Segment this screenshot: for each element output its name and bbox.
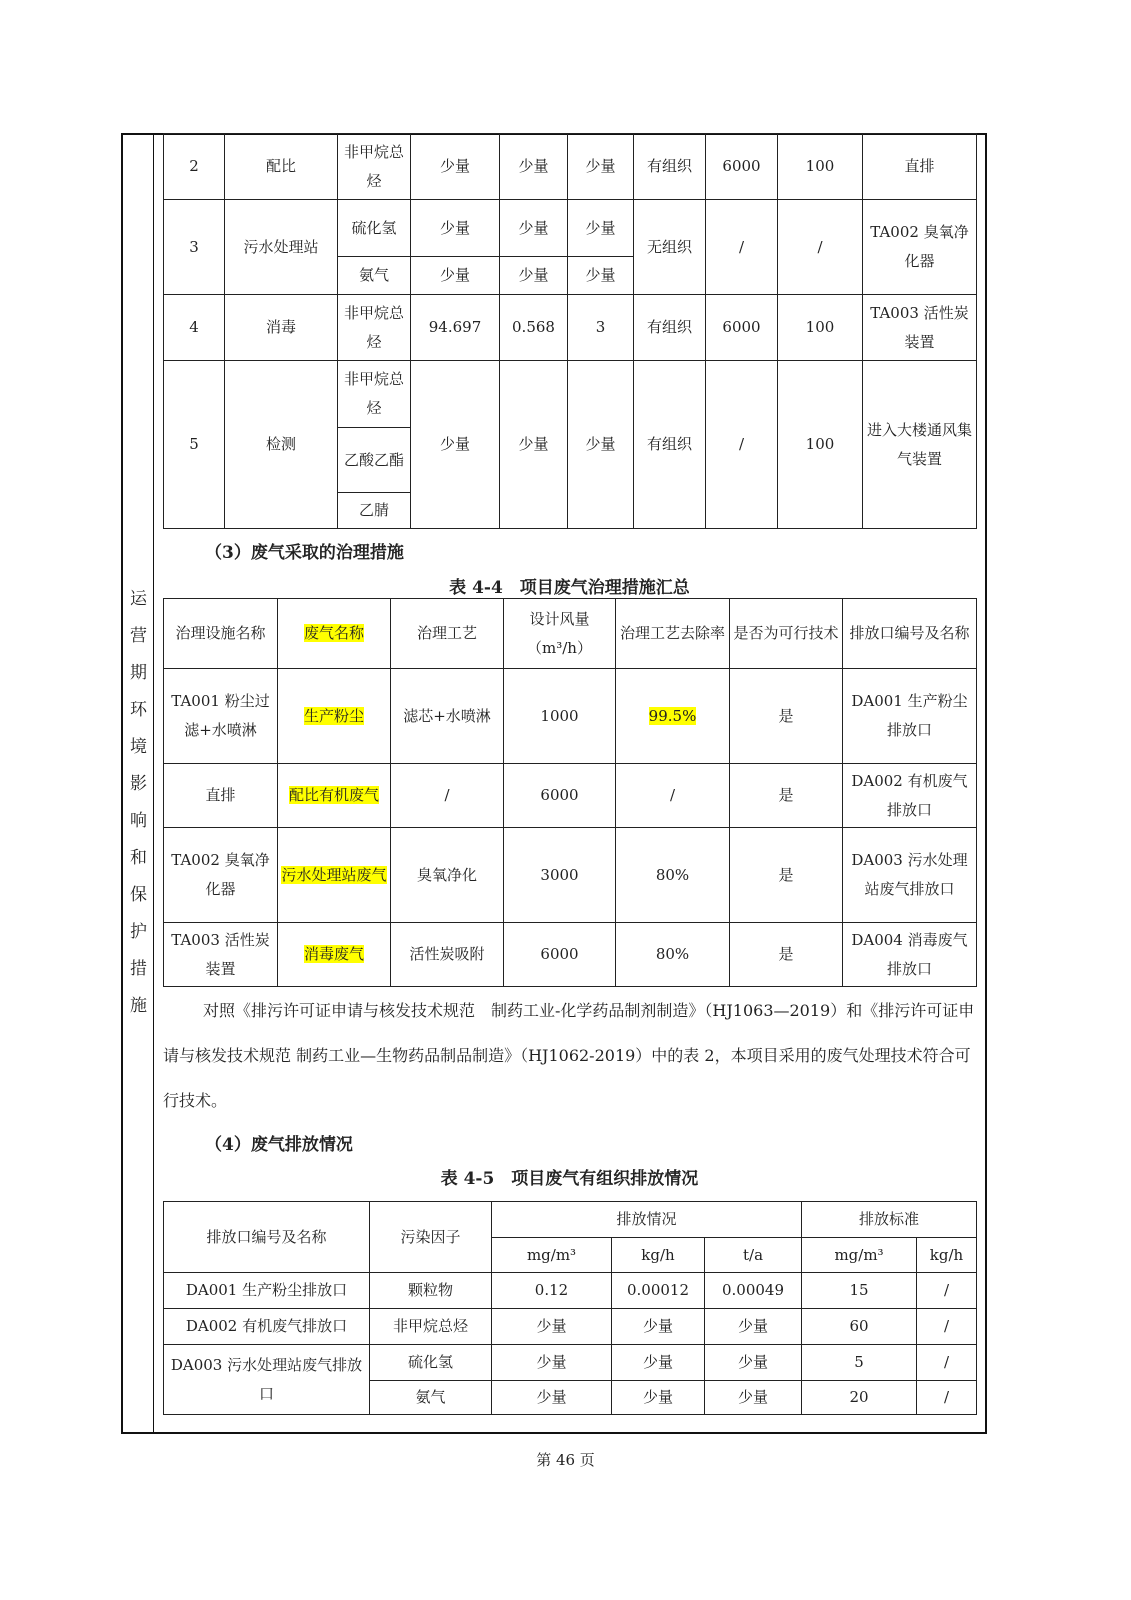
cell: 有组织 <box>634 361 706 529</box>
cell: 非甲烷总烃 <box>338 134 411 200</box>
emission-source-table <box>163 133 977 529</box>
cell: 5 <box>802 1345 917 1381</box>
section-heading-4: （4）废气排放情况 <box>205 1135 353 1155</box>
side-char: 期 <box>130 663 147 683</box>
header-cell: 排放标准 <box>802 1202 977 1238</box>
cell: 氨气 <box>370 1381 492 1415</box>
cell: 少量 <box>705 1345 802 1381</box>
cell: 少量 <box>568 361 634 529</box>
cell: 少量 <box>500 257 568 295</box>
table-caption-4-4: 表 4-4 项目废气治理措施汇总 <box>449 578 690 598</box>
cell: 3 <box>164 200 225 295</box>
cell: 100 <box>778 134 863 200</box>
cell: 配比 <box>225 134 338 200</box>
cell: 硫化氢 <box>370 1345 492 1381</box>
cell: 少量 <box>492 1381 612 1415</box>
cell: 2 <box>164 134 225 200</box>
cell: TA002 臭氧净化器 <box>164 828 278 923</box>
cell: 无组织 <box>634 200 706 295</box>
cell: 94.697 <box>411 295 500 361</box>
table-row <box>164 295 977 361</box>
cell: 有组织 <box>634 134 706 200</box>
paragraph-text: 对照《排污许可证申请与核发技术规范 制药工业-化学药品制剂制造》（HJ1063—2019）和《排污许可证申请与核发技术规范 制药工业—生物药品制品制造》（HJ1062-2019）中的表 2，本项目采用的废气处理技术符合可行技术。 <box>163 1001 975 1110</box>
cell: DA001 生产粉尘排放口 <box>843 669 977 764</box>
highlighted-text: 生产粉尘 <box>303 706 364 725</box>
cell: 100 <box>778 295 863 361</box>
section-heading-3: （3）废气采取的治理措施 <box>205 543 404 563</box>
highlighted-text: 废气名称 <box>303 624 364 642</box>
cell: 80% <box>616 923 730 987</box>
cell: 乙腈 <box>338 493 411 529</box>
emission-table <box>163 1201 977 1415</box>
cell: / <box>917 1345 977 1381</box>
cell: 氨气 <box>338 257 411 295</box>
cell: 15 <box>802 1273 917 1309</box>
header-cell: 设计风量（m³/h） <box>504 599 616 669</box>
cell: 进入大楼通风集气装置 <box>863 361 977 529</box>
cell: 检测 <box>225 361 338 529</box>
cell: DA001 生产粉尘排放口 <box>164 1273 370 1309</box>
cell <box>278 764 391 828</box>
cell: 20 <box>802 1381 917 1415</box>
cell: TA003 活性炭装置 <box>164 923 278 987</box>
header-cell: mg/m³ <box>802 1238 917 1273</box>
cell: 3 <box>568 295 634 361</box>
cell: 少量 <box>568 257 634 295</box>
side-char: 环 <box>130 700 147 720</box>
cell: 非甲烷总烃 <box>338 295 411 361</box>
side-char: 护 <box>130 922 147 942</box>
side-column <box>123 135 154 1432</box>
cell: 有组织 <box>634 295 706 361</box>
cell: 少量 <box>492 1345 612 1381</box>
cell: 臭氧净化 <box>391 828 504 923</box>
header-cell <box>278 599 391 669</box>
header-cell: t/a <box>705 1238 802 1273</box>
cell: 0.00012 <box>612 1273 705 1309</box>
cell: 滤芯+水喷淋 <box>391 669 504 764</box>
cell: 6000 <box>706 295 778 361</box>
header-cell: 治理设施名称 <box>164 599 278 669</box>
cell: 60 <box>802 1309 917 1345</box>
header-cell: 排放口编号及名称 <box>164 1202 370 1273</box>
cell: 0.12 <box>492 1273 612 1309</box>
cell: 0.568 <box>500 295 568 361</box>
highlighted-text: 99.5% <box>648 706 697 725</box>
cell: 0.00049 <box>705 1273 802 1309</box>
side-label <box>123 581 154 1025</box>
cell: TA001 粉尘过滤+水喷淋 <box>164 669 278 764</box>
cell: 少量 <box>411 200 500 257</box>
header-cell: 污染因子 <box>370 1202 492 1273</box>
cell: 直排 <box>863 134 977 200</box>
side-char: 保 <box>130 885 147 905</box>
table-row <box>164 200 977 257</box>
cell: 少量 <box>500 134 568 200</box>
header-cell: 治理工艺 <box>391 599 504 669</box>
cell: 少量 <box>411 361 500 529</box>
cell: / <box>917 1309 977 1345</box>
cell: 少量 <box>411 257 500 295</box>
treatment-measures-table <box>163 598 977 987</box>
side-char: 响 <box>130 811 147 831</box>
cell: 少量 <box>568 200 634 257</box>
cell: 颗粒物 <box>370 1273 492 1309</box>
cell: 80% <box>616 828 730 923</box>
cell: 100 <box>778 361 863 529</box>
cell: 3000 <box>504 828 616 923</box>
cell: 是 <box>730 923 843 987</box>
table-row <box>164 1273 977 1309</box>
highlighted-text: 消毒废气 <box>303 945 364 963</box>
cell: DA002 有机废气排放口 <box>843 764 977 828</box>
table-row <box>164 764 977 828</box>
cell: / <box>391 764 504 828</box>
cell: 是 <box>730 764 843 828</box>
header-cell: 排放情况 <box>492 1202 802 1238</box>
cell: 污水处理站 <box>225 200 338 295</box>
cell: TA002 臭氧净化器 <box>863 200 977 295</box>
header-cell: 治理工艺去除率 <box>616 599 730 669</box>
cell: / <box>706 361 778 529</box>
table-row <box>164 669 977 764</box>
side-char: 和 <box>130 848 147 868</box>
cell: 非甲烷总烃 <box>338 361 411 428</box>
side-char: 措 <box>130 959 147 979</box>
cell: TA003 活性炭装置 <box>863 295 977 361</box>
page-number: 第 46 页 <box>536 1451 595 1469</box>
cell: DA003 污水处理站废气排放口 <box>843 828 977 923</box>
cell <box>278 828 391 923</box>
side-char: 运 <box>130 589 147 609</box>
side-char: 影 <box>130 774 147 794</box>
table-row <box>164 828 977 923</box>
highlighted-text: 污水处理站废气 <box>281 865 387 884</box>
cell: 直排 <box>164 764 278 828</box>
header-cell: 排放口编号及名称 <box>843 599 977 669</box>
cell: 4 <box>164 295 225 361</box>
cell: 1000 <box>504 669 616 764</box>
header-cell: 是否为可行技术 <box>730 599 843 669</box>
table-header-row <box>164 1202 977 1238</box>
cell: 少量 <box>411 134 500 200</box>
cell: 少量 <box>705 1309 802 1345</box>
header-cell: kg/h <box>917 1238 977 1273</box>
side-char: 境 <box>130 737 147 757</box>
cell <box>278 669 391 764</box>
cell: 少量 <box>705 1381 802 1415</box>
table-row <box>164 1309 977 1345</box>
cell: 消毒 <box>225 295 338 361</box>
table-row <box>164 1345 977 1381</box>
table-header-row <box>164 599 977 669</box>
table-row <box>164 361 977 428</box>
cell: 是 <box>730 669 843 764</box>
cell: / <box>778 200 863 295</box>
cell: 非甲烷总烃 <box>370 1309 492 1345</box>
cell: 活性炭吸附 <box>391 923 504 987</box>
table-caption-4-5: 表 4-5 项目废气有组织排放情况 <box>440 1169 699 1189</box>
header-cell: kg/h <box>612 1238 705 1273</box>
cell: 少量 <box>612 1381 705 1415</box>
cell <box>278 923 391 987</box>
cell: / <box>917 1273 977 1309</box>
cell: 6000 <box>504 764 616 828</box>
cell: 5 <box>164 361 225 529</box>
cell: 6000 <box>504 923 616 987</box>
cell: 少量 <box>612 1309 705 1345</box>
cell: 少量 <box>612 1345 705 1381</box>
cell: DA002 有机废气排放口 <box>164 1309 370 1345</box>
table-row <box>164 134 977 200</box>
cell: 硫化氢 <box>338 200 411 257</box>
header-cell: mg/m³ <box>492 1238 612 1273</box>
table-row <box>164 923 977 987</box>
cell: / <box>616 764 730 828</box>
cell: 少量 <box>500 200 568 257</box>
cell: 6000 <box>706 134 778 200</box>
cell: 少量 <box>500 361 568 529</box>
cell: 乙酸乙酯 <box>338 428 411 493</box>
side-char: 施 <box>130 996 147 1016</box>
cell: 是 <box>730 828 843 923</box>
cell <box>616 669 730 764</box>
side-char: 营 <box>130 626 147 646</box>
body-paragraph <box>163 988 978 1123</box>
cell: DA003 污水处理站废气排放口 <box>164 1345 370 1415</box>
highlighted-text: 配比有机废气 <box>288 786 379 804</box>
cell: 少量 <box>492 1309 612 1345</box>
cell: / <box>917 1381 977 1415</box>
cell: DA004 消毒废气排放口 <box>843 923 977 987</box>
cell: / <box>706 200 778 295</box>
cell: 少量 <box>568 134 634 200</box>
